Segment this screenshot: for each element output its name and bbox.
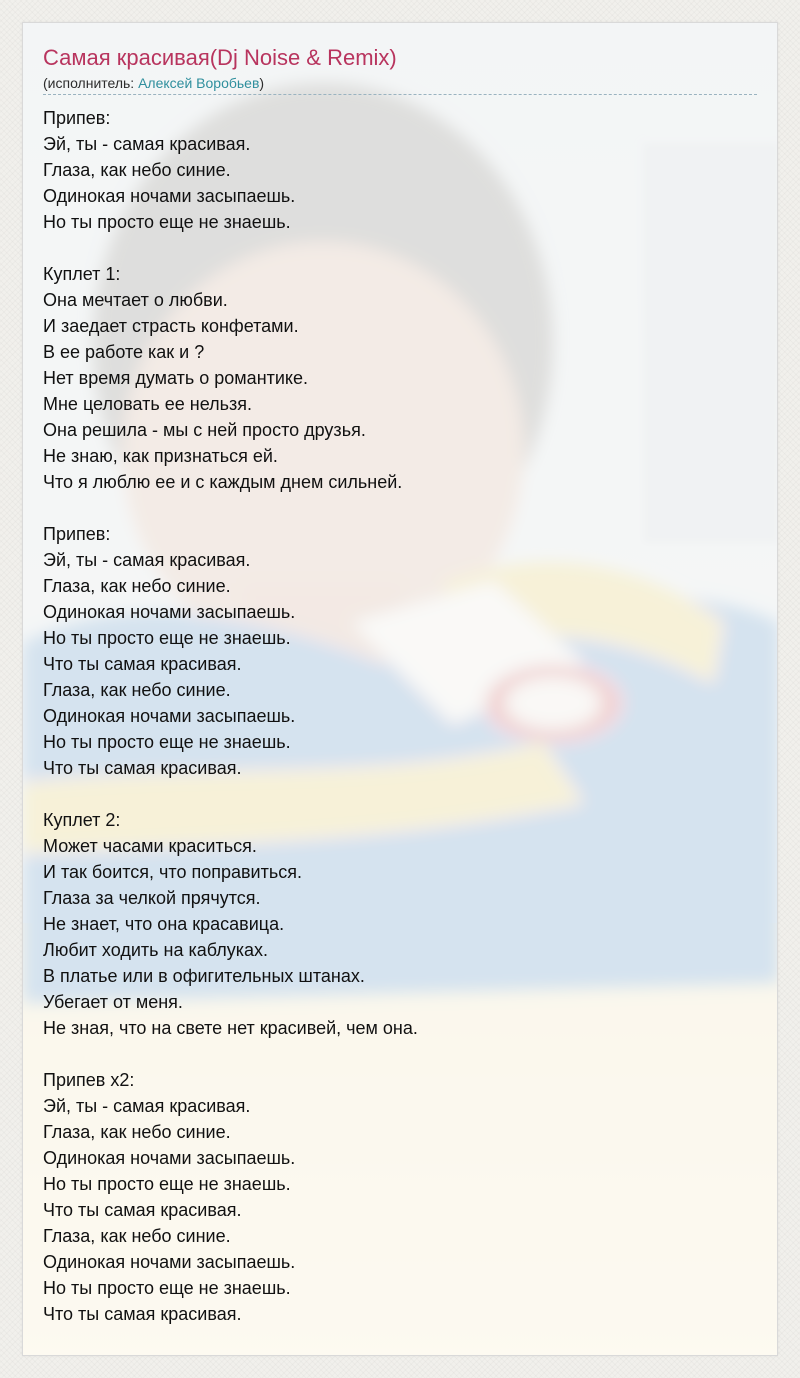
lyric-line: Эй, ты - самая красивая. xyxy=(43,1096,251,1116)
lyric-line: Но ты просто еще не знаешь. xyxy=(43,1278,291,1298)
lyric-line: Куплет 1: xyxy=(43,264,121,284)
lyric-line: Глаза, как небо синие. xyxy=(43,1226,231,1246)
lyric-line: Припев: xyxy=(43,524,111,544)
lyric-line: Что ты самая красивая. xyxy=(43,1304,242,1324)
lyric-line: Что ты самая красивая. xyxy=(43,758,242,778)
performer-suffix: ) xyxy=(259,75,265,91)
lyric-line: Но ты просто еще не знаешь. xyxy=(43,628,291,648)
lyric-line: Глаза за челкой прячутся. xyxy=(43,888,261,908)
lyric-line: Эй, ты - самая красивая. xyxy=(43,134,251,154)
lyric-line: И заедает страсть конфетами. xyxy=(43,316,299,336)
lyric-line: Припев x2: xyxy=(43,1070,135,1090)
lyric-line: Куплет 2: xyxy=(43,810,121,830)
lyric-line: И так боится, что поправиться. xyxy=(43,862,302,882)
blank-line xyxy=(43,235,757,261)
lyric-line: Глаза, как небо синие. xyxy=(43,160,231,180)
song-title: Самая красивая(Dj Noise & Remix) xyxy=(43,45,397,70)
lyric-line: Эй, ты - самая красивая. xyxy=(43,550,251,570)
lyric-line: Мне целовать ее нельзя. xyxy=(43,394,253,414)
lyric-line: Глаза, как небо синие. xyxy=(43,1122,231,1142)
lyrics-text xyxy=(43,105,757,1327)
lyric-line: Не знаю, как признаться ей. xyxy=(43,446,278,466)
lyric-line: Она мечтает о любви. xyxy=(43,290,228,310)
lyric-line: В ее работе как и ? xyxy=(43,342,205,362)
performer-prefix: (исполнитель: xyxy=(43,75,139,91)
lyric-line: Она решила - мы с ней просто друзья. xyxy=(43,420,366,440)
lyric-line: Может часами краситься. xyxy=(43,836,257,856)
lyrics-card xyxy=(22,22,778,1356)
lyric-line: Любит ходить на каблуках. xyxy=(43,940,269,960)
performer-link[interactable]: Алексей Воробьев xyxy=(138,75,260,91)
blank-line xyxy=(43,495,757,521)
performer-line xyxy=(43,73,757,95)
blank-line xyxy=(43,781,757,807)
blank-line xyxy=(43,1041,757,1067)
lyric-line: Но ты просто еще не знаешь. xyxy=(43,212,291,232)
lyric-line: Не зная, что на свете нет красивей, чем она. xyxy=(43,1018,418,1038)
lyric-line: Припев: xyxy=(43,108,111,128)
lyric-line: Одинокая ночами засыпаешь. xyxy=(43,706,296,726)
lyric-line: Что я люблю ее и с каждым днем сильней. xyxy=(43,472,403,492)
lyric-line: Но ты просто еще не знаешь. xyxy=(43,1174,291,1194)
lyric-line: Убегает от меня. xyxy=(43,992,183,1012)
lyric-line: Что ты самая красивая. xyxy=(43,654,242,674)
lyric-line: Одинокая ночами засыпаешь. xyxy=(43,186,296,206)
lyric-line: В платье или в офигительных штанах. xyxy=(43,966,365,986)
lyric-line: Одинокая ночами засыпаешь. xyxy=(43,1148,296,1168)
lyric-line: Но ты просто еще не знаешь. xyxy=(43,732,291,752)
lyric-line: Глаза, как небо синие. xyxy=(43,576,231,596)
lyric-line: Что ты самая красивая. xyxy=(43,1200,242,1220)
lyric-line: Одинокая ночами засыпаешь. xyxy=(43,1252,296,1272)
lyric-line: Одинокая ночами засыпаешь. xyxy=(43,602,296,622)
content-area xyxy=(23,23,777,1327)
lyric-line: Глаза, как небо синие. xyxy=(43,680,231,700)
lyric-line: Нет время думать о романтике. xyxy=(43,368,309,388)
lyric-line: Не знает, что она красавица. xyxy=(43,914,285,934)
